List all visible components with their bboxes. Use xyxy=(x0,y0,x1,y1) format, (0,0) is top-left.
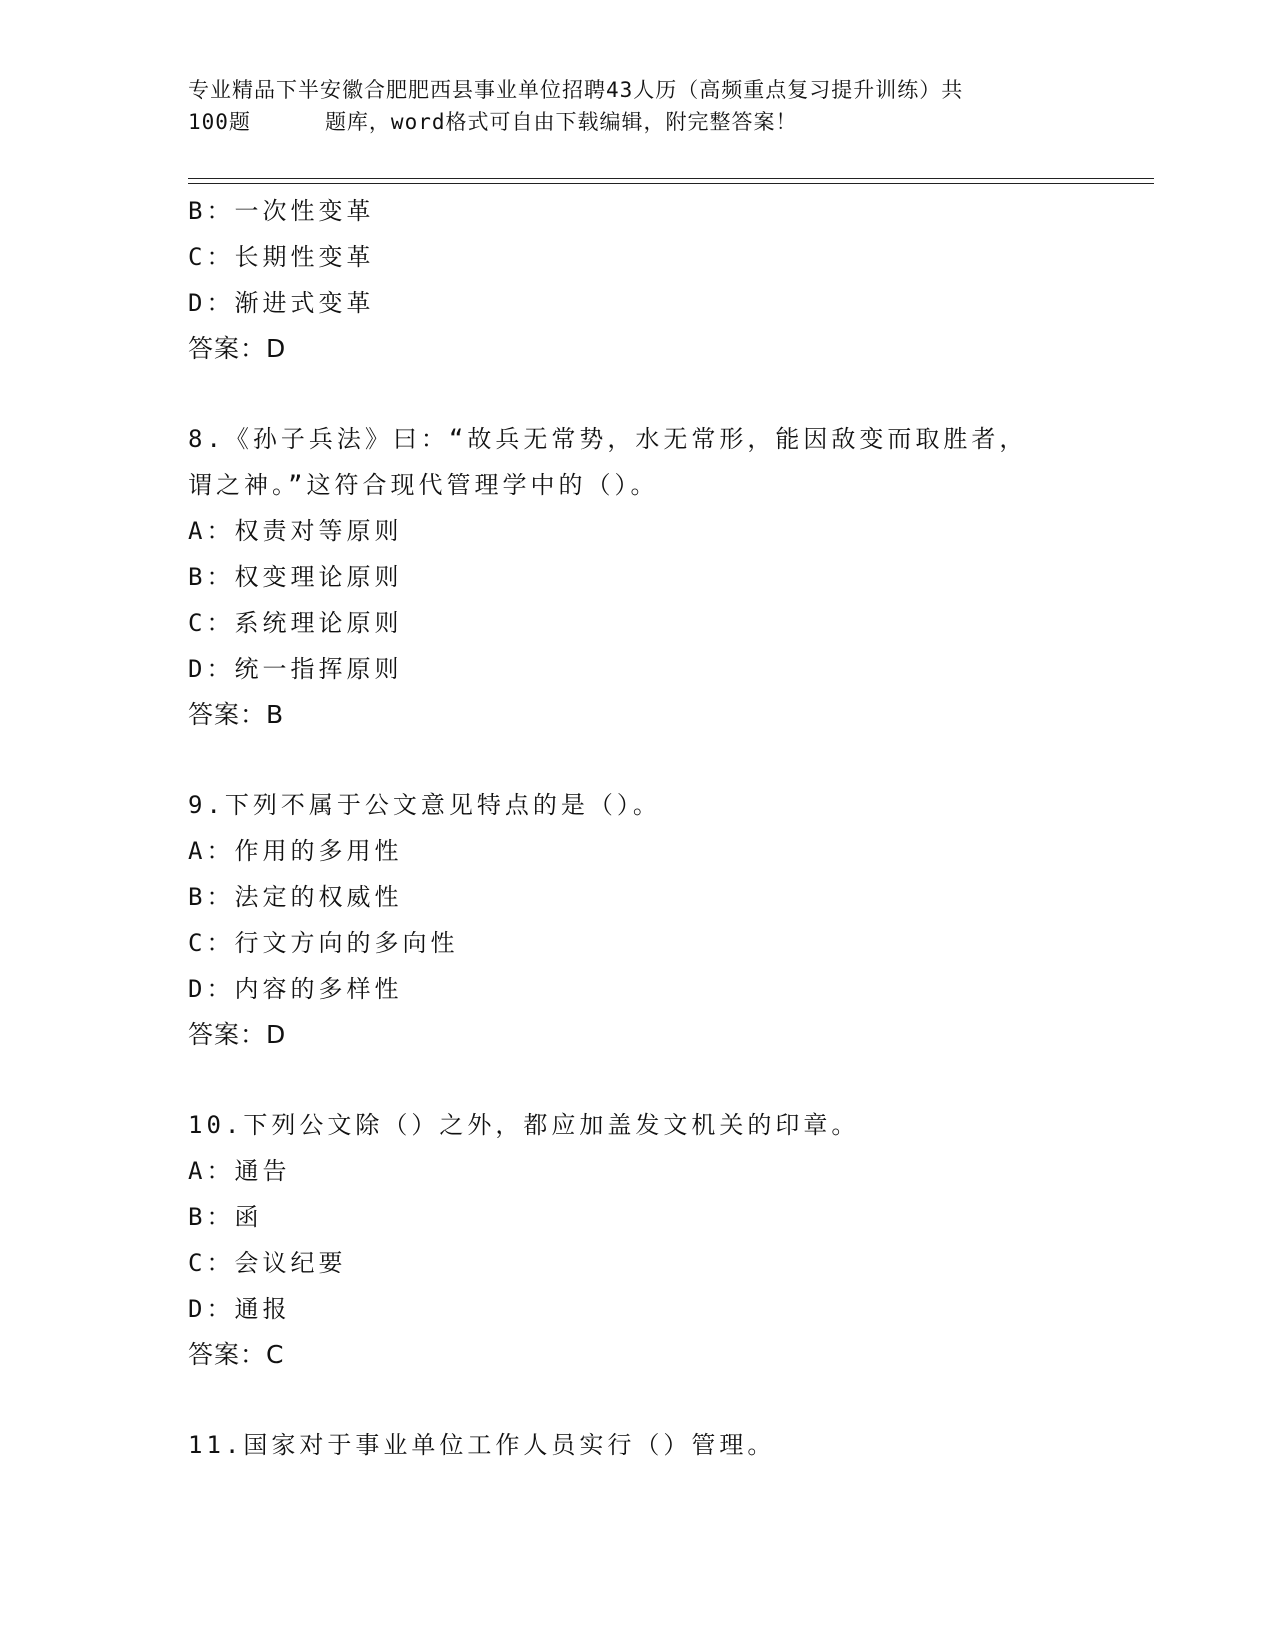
option-d: D：统一指挥原则 xyxy=(188,655,403,683)
header-rule-bottom xyxy=(188,183,1154,184)
question-9 xyxy=(188,782,1088,1058)
option-d: D：通报 xyxy=(188,1295,291,1323)
question-gap xyxy=(188,738,1088,782)
option-c: C：长期性变革 xyxy=(188,243,375,271)
option-c: C：会议纪要 xyxy=(188,1249,347,1277)
question-list xyxy=(188,188,1088,1468)
answer: 答案：D xyxy=(188,1020,287,1049)
question-11 xyxy=(188,1422,1088,1468)
option-a: A：权责对等原则 xyxy=(188,517,403,545)
option-d: D：渐进式变革 xyxy=(188,289,375,317)
question-stem: 11.国家对于事业单位工作人员实行（）管理。 xyxy=(188,1431,776,1459)
answer: 答案：C xyxy=(188,1340,285,1369)
option-c: C：系统理论原则 xyxy=(188,609,403,637)
option-b: B：一次性变革 xyxy=(188,197,375,225)
question-stem: 9.下列不属于公文意见特点的是（）。 xyxy=(188,791,661,819)
header-title-line-2 xyxy=(188,106,1088,138)
header-subtitle: 题库，word格式可自由下载编辑，附完整答案！ xyxy=(324,110,798,134)
answer: 答案：D xyxy=(188,334,287,363)
option-b: B：函 xyxy=(188,1203,263,1231)
option-b: B：权变理论原则 xyxy=(188,563,403,591)
question-7-continuation xyxy=(188,188,1088,372)
header-question-count: 100题 xyxy=(188,110,251,134)
option-b: B：法定的权威性 xyxy=(188,883,403,911)
option-a: A：作用的多用性 xyxy=(188,837,403,865)
question-stem-continued: 谓之神。”这符合现代管理学中的（）。 xyxy=(188,471,659,499)
question-10 xyxy=(188,1102,1088,1378)
option-c: C：行文方向的多向性 xyxy=(188,929,459,957)
option-d: D：内容的多样性 xyxy=(188,975,403,1003)
option-a: A：通告 xyxy=(188,1157,291,1185)
header-title-line-1: 专业精品下半安徽合肥肥西县事业单位招聘43人历（高频重点复习提升训练）共 xyxy=(188,78,964,102)
document-header xyxy=(188,74,1088,138)
question-gap xyxy=(188,1058,1088,1102)
answer: 答案：B xyxy=(188,700,285,729)
question-stem: 10.下列公文除（）之外，都应加盖发文机关的印章。 xyxy=(188,1111,860,1139)
question-gap xyxy=(188,1378,1088,1422)
question-gap xyxy=(188,372,1088,416)
header-rule-top xyxy=(188,178,1154,179)
question-stem: 8.《孙子兵法》曰：“故兵无常势，水无常形，能因敌变而取胜者， xyxy=(188,425,1028,453)
question-8 xyxy=(188,416,1088,738)
